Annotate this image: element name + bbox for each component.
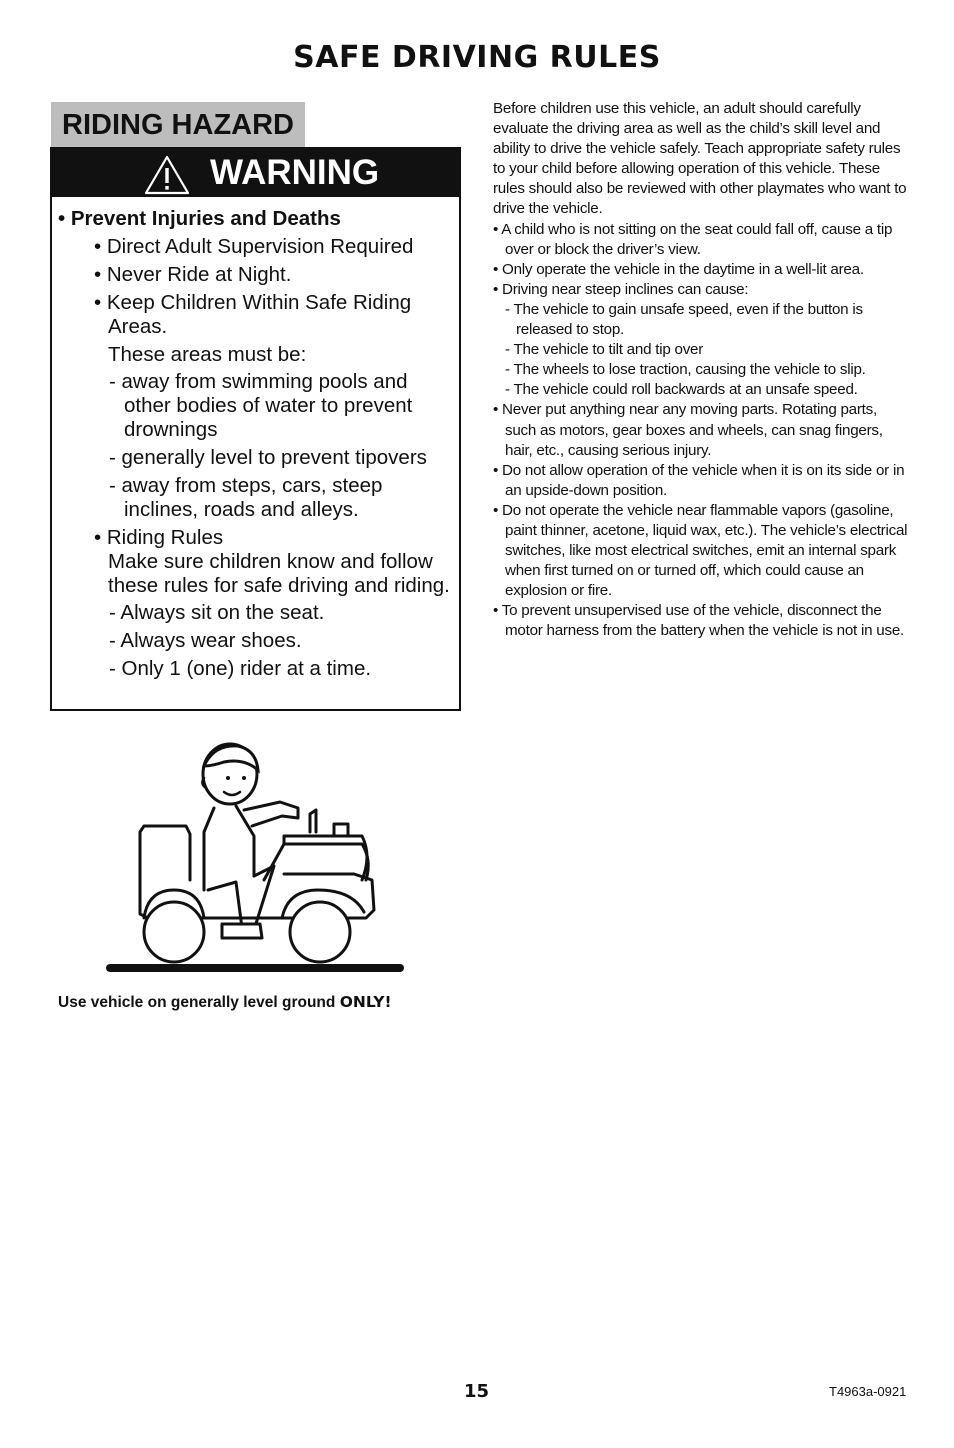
warning-rule-sit: - Always sit on the seat. — [109, 601, 325, 624]
caption-emphasis: ONLY! — [339, 993, 392, 1011]
warning-word: WARNING — [210, 153, 380, 192]
warning-content — [58, 207, 453, 685]
warning-areas-intro: These areas must be: — [108, 343, 307, 366]
page-title: SAFE DRIVING RULES — [293, 40, 661, 75]
child-on-vehicle-illustration — [104, 740, 408, 976]
warning-area-steps: - away from steps, cars, steep inclines, roads and alleys. — [109, 474, 383, 521]
illustration-caption — [58, 993, 392, 1012]
rule-daytime: • Only operate the vehicle in the daytime in a well-lit area. — [493, 260, 864, 278]
warning-item-riding-rules: • Riding Rules — [94, 526, 224, 549]
warning-item-prevent-injuries: • Prevent Injuries and Deaths — [58, 207, 341, 230]
rule-inclines: • Driving near steep inclines can cause: — [493, 280, 749, 298]
rules-intro: Before children use this vehicle, an adult should carefully evaluate the driving area as well as the child’s skill level and ability to drive the vehicle safely. Teach appropriate safety rules to your child before allowing operation of this vehicle. These rules should also be reviewed with other playmates who want to drive the vehicle. — [493, 100, 907, 218]
rule-flammable-vapors: • Do not operate the vehicle near flammable vapors (gasoline, paint thinner, acetone, liquid wax, etc.). The vehicle’s electrical switches, like most electrical switches, emit an internal spark when first turned on or turned off, which could cause an explosion or fire. — [493, 501, 908, 600]
caption-text: Use vehicle on generally level ground — [58, 994, 340, 1011]
safety-rules-text — [493, 99, 909, 642]
rule-sit-on-seat: • A child who is not sitting on the seat could fall off, cause a tip over or block the driver’s view. — [493, 220, 893, 258]
rule-moving-parts: • Never put anything near any moving parts. Rotating parts, such as motors, gear boxes and wheels, can snag fingers, hair, etc., causing serious injury. — [493, 401, 883, 459]
rule-disconnect-battery: • To prevent unsupervised use of the vehicle, disconnect the motor harness from the battery when the vehicle is not in use. — [493, 602, 904, 640]
rule-incline-traction: - The wheels to lose traction, causing the vehicle to slip. — [505, 361, 866, 379]
warning-header — [52, 149, 459, 197]
warning-item-supervision: • Direct Adult Supervision Required — [94, 235, 414, 258]
warning-rule-one-rider: - Only 1 (one) rider at a time. — [109, 657, 372, 680]
page-number: 15 — [464, 1381, 490, 1402]
warning-riding-rules-text: Make sure children know and follow these rules for safe driving and riding. — [108, 550, 450, 597]
warning-rule-shoes: - Always wear shoes. — [109, 629, 302, 652]
warning-area-level: - generally level to prevent tipovers — [109, 446, 427, 469]
warning-area-water: - away from swimming pools and other bodies of water to prevent drownings — [109, 370, 413, 441]
warning-triangle-icon — [144, 155, 190, 195]
warning-item-never-ride-night: • Never Ride at Night. — [94, 263, 292, 286]
document-code: T4963a-0921 — [829, 1384, 907, 1399]
warning-item-safe-areas: • Keep Children Within Safe Riding Areas. — [94, 291, 412, 338]
warning-box — [50, 147, 461, 711]
rule-incline-speed: - The vehicle to gain unsafe speed, even if the button is released to stop. — [505, 300, 863, 339]
riding-hazard-label: RIDING HAZARD — [51, 102, 305, 147]
rule-upside-down: • Do not allow operation of the vehicle when it is on its side or in an upside-down position. — [493, 461, 905, 499]
rule-incline-roll: - The vehicle could roll backwards at an unsafe speed. — [505, 381, 858, 399]
rule-incline-tilt: - The vehicle to tilt and tip over — [505, 341, 704, 359]
